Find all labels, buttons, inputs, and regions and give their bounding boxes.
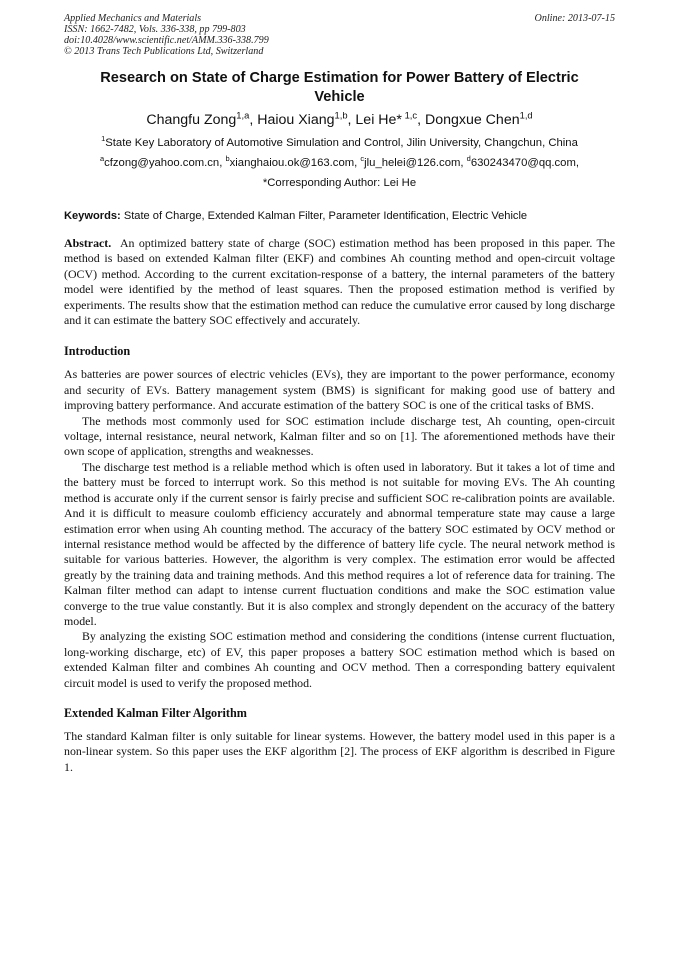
affiliation: $^1$State Key Laboratory of Automotive Simulation and Control, Jilin University, Changchun, China	[101, 134, 578, 149]
abstract-text: An optimized battery state of charge (SOC) estimation method has been proposed in this paper. The method is based on extended Kalman filter (EKF) and combines Ah counting method and open-circuit voltage (OCV) method. According to the current excitation-response of a battery, the internal parameters of the battery model were identified by the method of least squares. Then the proposed estimation method is verified by experiments. The results show that the estimation method can reduce the cumulative error caused by long discharge and it can estimate the battery SOC effectively and accurately.	[64, 236, 615, 328]
section-heading-introduction: Introduction	[64, 344, 131, 359]
paragraph: The standard Kalman filter is only suitable for linear systems. However, the battery model used in this paper is a non-linear system. So this paper uses the EKF algorithm [2]. The process of EKF algorithm is described in Figure 1.	[64, 728, 615, 774]
journal-name: Applied Mechanics and Materials	[64, 13, 202, 24]
paper-title: Research on State of Charge Estimation for Power Battery of Electric Vehicle	[100, 70, 579, 105]
section-heading-ekf: Extended Kalman Filter Algorithm	[64, 705, 247, 720]
paragraph: As batteries are power sources of electric vehicles (EVs), they are important to the power performance, economy and security of EVs. Battery management system (BMS) is significant for making good use of battery and improving battery performance. And accurate estimation of the battery SOC is one of the critical tasks of BMS.	[64, 367, 615, 413]
author-list	[64, 111, 615, 130]
online-date: Online: 2013-07-15	[534, 13, 615, 24]
email-link[interactable]: cfzong@yahoo.com.cn,	[104, 157, 226, 169]
abstract	[64, 236, 615, 328]
email-link[interactable]: xianghaiou.ok@163.com,	[229, 157, 361, 169]
author: Lei He* $^{1,c}$,	[355, 110, 425, 128]
paragraph: The methods most commonly used for SOC estimation include discharge test, Ah counting, open-circuit voltage, internal resistance, neural network, Kalman filter and so on [1]. The aforementioned methods have their own scope of application, strengths and weaknesses.	[64, 413, 615, 459]
journal-header	[64, 13, 615, 57]
paper-page	[64, 13, 615, 775]
keywords-label: Keywords:	[64, 210, 121, 222]
paragraph: By analyzing the existing SOC estimation method and considering the conditions (intense current fluctuation, long-working discharge, etc) of EV, this paper proposes a battery SOC estimation method which is based on extended Kalman filter and combines Ah counting and OCV method. Then a corresponding battery equivalent circuit model is used to verify the proposed method.	[64, 629, 615, 690]
author-emails: $^a$cfzong@yahoo.com.cn, $^b$xianghaiou.ok@163.com, $^c$jlu_helei@126.com, $^d$630243470@qq.com,	[99, 154, 580, 169]
email-link[interactable]: jlu_helei@126.com,	[364, 157, 467, 169]
paragraph: The discharge test method is a reliable method which is often used in laboratory. But it takes a lot of time and the battery must be forced to interrupt work. So this method is not suitable for moving EVs. The Ah counting method is accurate only if the current sensor is fairly precise and sufficient SOC re-calibration points are available. And it is difficult to measure coulomb efficiency accurately and abnormal temperature state may cause a large estimation error when using Ah counting method. The accuracy of the battery SOC estimated by OCV method or internal resistance method would be affected by the difference of battery life cycle. The neural network method is suitable for various batteries. However, the algorithm is very complex. The estimation error would be affected greatly by the training data and training methods. And this method requires a lot of reference data for training. The Kalman filter method can adapt to intense current fluctuation conditions and make the SOC estimation value converge to the true value constantly. But it is also complex and strongly dependent on the accuracy of the battery model.	[64, 459, 615, 628]
keywords-text: State of Charge, Extended Kalman Filter, Parameter Identification, Electric Vehicle	[123, 210, 528, 222]
journal-doi: doi:10.4028/www.scientific.net/AMM.336-338.799	[64, 35, 269, 46]
email-link[interactable]: 630243470@qq.com,	[470, 157, 580, 169]
abstract-label: Abstract.	[64, 236, 112, 250]
author: Dongxue Chen$^{1,d}$	[424, 110, 533, 128]
corresponding-author: *Corresponding Author: Lei He	[262, 177, 417, 189]
journal-issn: ISSN: 1662-7482, Vols. 336-338, pp 799-803	[64, 24, 246, 35]
author: Haiou Xiang$^{1,b}$,	[257, 110, 356, 128]
journal-copyright: © 2013 Trans Tech Publications Ltd, Switzerland	[64, 46, 264, 57]
keywords	[64, 209, 615, 224]
author: Changfu Zong$^{1,a}$,	[146, 110, 258, 128]
